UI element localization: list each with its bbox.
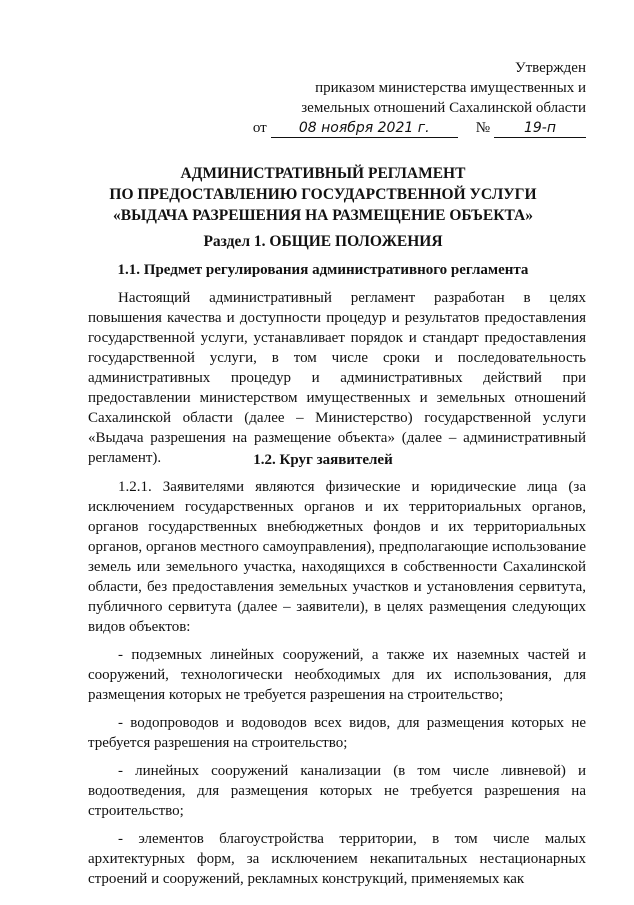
subsection-1-1-body [88, 288, 586, 476]
paragraph-1-2-1: 1.2.1. Заявителями являются физические и юридические лица (за исключением государственных органов и их территориальных органов, органов государственных внебюджетных фондов и их территориальных органов, органов местного самоуправления), предполагающие использование земель или земельного участка, находящихся в собственности Сахалинской области, без предоставления земельных участков и установления сервитута, публичного сервитута (далее – заявители), в целях размещения следующих видов объектов: [88, 479, 586, 635]
title-line-3: «ВЫДАЧА РАЗРЕШЕНИЯ НА РАЗМЕЩЕНИЕ ОБЪЕКТА» [113, 207, 533, 224]
approval-line-1: Утвержден [514, 60, 586, 76]
approval-block [253, 58, 586, 138]
subsection-1-2-heading: 1.2. Круг заявителей [253, 452, 393, 468]
approval-date-number-line [253, 118, 586, 138]
list-item-4: - элементов благоустройства территории, в том числе малых архитектурных форм, за исключением некапитальных нестационарных строений и сооружений, рекламных конструкций, применяемых как [88, 831, 586, 887]
handwritten-date: 08 ноября 2021 г. [271, 119, 458, 138]
section-heading: Раздел 1. ОБЩИЕ ПОЛОЖЕНИЯ [203, 233, 443, 250]
paragraph-purpose: Настоящий административный регламент разработан в целях повышения качества и доступности процедур и результатов предоставления государственной услуги, устанавливает порядок и стандарт предоставления государственной услуги, в том числе сроки и последовательность административных процедур и административных действий при предоставлении министерством имущественных и земельных отношений Сахалинской области (далее – Министерство) государственной услуги «Выдача разрешения на размещение объекта» (далее – административный регламент). [88, 290, 586, 466]
list-item-2: - водопроводов и водоводов всех видов, для размещения которых не требуется разрешения на строительство; [88, 715, 586, 751]
approval-line-2: приказом министерства имущественных и [315, 80, 586, 96]
title-line-1: АДМИНИСТРАТИВНЫЙ РЕГЛАМЕНТ [180, 165, 466, 182]
subsection-1-2-body [88, 477, 586, 897]
list-item-1: - подземных линейных сооружений, а также их наземных частей и сооружений, технологически необходимых для их использования, для размещения которых не требуется разрешения на строительство; [88, 647, 586, 703]
subsection-1-1-heading: 1.1. Предмет регулирования административного регламента [117, 262, 529, 278]
from-label: от [252, 120, 267, 136]
title-line-2: ПО ПРЕДОСТАВЛЕНИЮ ГОСУДАРСТВЕННОЙ УСЛУГИ [109, 186, 537, 203]
handwritten-number: 19-п [494, 119, 586, 138]
document-title [60, 163, 586, 226]
list-item-3: - линейных сооружений канализации (в том числе ливневой) и водоотведения, для размещения которых не требуется разрешения на строительство; [88, 763, 586, 819]
number-label: № [475, 120, 490, 136]
approval-line-3: земельных отношений Сахалинской области [301, 100, 586, 116]
